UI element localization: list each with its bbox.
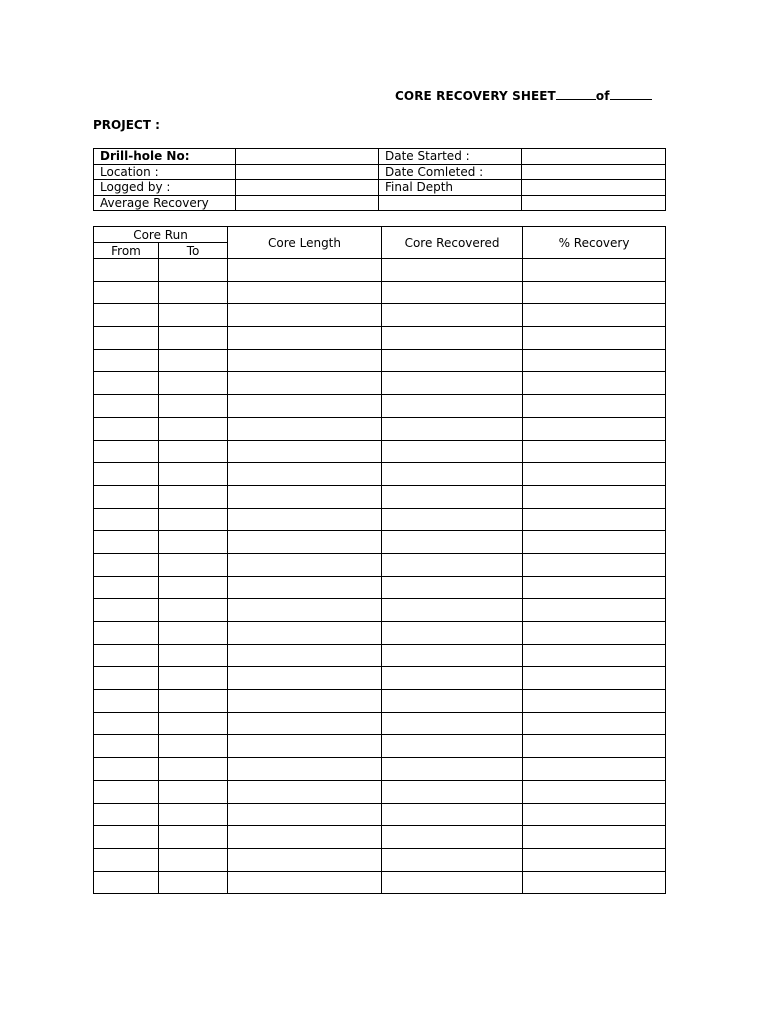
sheet-number-blank[interactable]	[556, 89, 596, 100]
header-row	[94, 227, 666, 243]
location-label: Location :	[94, 164, 236, 180]
core-length-cell[interactable]	[228, 259, 382, 282]
drill-hole-value[interactable]	[236, 149, 379, 165]
core-recovered-cell[interactable]	[382, 417, 523, 440]
core-recovered-cell[interactable]	[382, 871, 523, 894]
from-cell[interactable]	[94, 735, 159, 758]
table-row	[94, 440, 666, 463]
from-cell[interactable]	[94, 440, 159, 463]
core-recovered-cell[interactable]	[382, 826, 523, 849]
to-cell[interactable]	[159, 508, 228, 531]
core-recovered-cell[interactable]	[382, 599, 523, 622]
table-row	[94, 826, 666, 849]
core-recovered-cell[interactable]	[382, 349, 523, 372]
to-cell[interactable]	[159, 622, 228, 645]
core-recovered-cell[interactable]	[382, 553, 523, 576]
core-recovered-cell[interactable]	[382, 531, 523, 554]
percent-recovery-cell[interactable]	[523, 735, 666, 758]
table-row	[94, 622, 666, 645]
table-row	[94, 395, 666, 418]
core-length-cell[interactable]	[228, 531, 382, 554]
to-cell[interactable]	[159, 553, 228, 576]
from-cell[interactable]	[94, 485, 159, 508]
core-recovery-table	[93, 226, 666, 894]
from-cell[interactable]	[94, 576, 159, 599]
to-cell[interactable]	[159, 576, 228, 599]
table-row	[94, 871, 666, 894]
from-cell[interactable]	[94, 848, 159, 871]
to-cell[interactable]	[159, 531, 228, 554]
core-recovered-cell[interactable]	[382, 712, 523, 735]
percent-recovery-cell[interactable]	[523, 690, 666, 713]
to-cell[interactable]	[159, 780, 228, 803]
sheet-of-text: of	[595, 89, 610, 103]
core-recovered-cell[interactable]	[382, 372, 523, 395]
from-cell[interactable]	[94, 372, 159, 395]
table-row	[94, 508, 666, 531]
core-length-cell[interactable]	[228, 281, 382, 304]
core-length-cell[interactable]	[228, 599, 382, 622]
to-cell[interactable]	[159, 803, 228, 826]
percent-recovery-cell[interactable]	[523, 395, 666, 418]
core-recovered-cell[interactable]	[382, 485, 523, 508]
from-cell[interactable]	[94, 644, 159, 667]
from-cell[interactable]	[94, 553, 159, 576]
info-empty-cell[interactable]	[522, 195, 666, 211]
to-cell[interactable]	[159, 667, 228, 690]
core-recovery-body	[94, 259, 666, 894]
date-completed-label: Date Comleted :	[379, 164, 522, 180]
to-cell[interactable]	[159, 644, 228, 667]
table-row	[94, 281, 666, 304]
table-row	[94, 531, 666, 554]
core-length-cell[interactable]	[228, 690, 382, 713]
table-row	[94, 259, 666, 282]
percent-recovery-cell[interactable]	[523, 372, 666, 395]
table-row	[94, 735, 666, 758]
percent-recovery-cell[interactable]	[523, 780, 666, 803]
table-row	[94, 712, 666, 735]
core-length-cell[interactable]	[228, 553, 382, 576]
core-length-cell[interactable]	[228, 417, 382, 440]
core-length-cell[interactable]	[228, 622, 382, 645]
from-header: From	[94, 243, 159, 259]
percent-recovery-cell[interactable]	[523, 622, 666, 645]
percent-recovery-cell[interactable]	[523, 758, 666, 781]
from-cell[interactable]	[94, 395, 159, 418]
sheet-title-text: CORE RECOVERY SHEET	[395, 89, 556, 103]
percent-recovery-cell[interactable]	[523, 803, 666, 826]
percent-recovery-cell[interactable]	[523, 463, 666, 486]
core-run-header: Core Run	[94, 227, 228, 243]
percent-recovery-cell[interactable]	[523, 553, 666, 576]
core-recovered-cell[interactable]	[382, 780, 523, 803]
to-cell[interactable]	[159, 485, 228, 508]
core-length-cell[interactable]	[228, 395, 382, 418]
core-recovered-cell[interactable]	[382, 508, 523, 531]
percent-recovery-cell[interactable]	[523, 259, 666, 282]
to-cell[interactable]	[159, 395, 228, 418]
core-recovered-cell[interactable]	[382, 803, 523, 826]
core-length-cell[interactable]	[228, 826, 382, 849]
to-cell[interactable]	[159, 281, 228, 304]
to-cell[interactable]	[159, 690, 228, 713]
from-cell[interactable]	[94, 281, 159, 304]
percent-recovery-cell[interactable]	[523, 712, 666, 735]
core-recovered-cell[interactable]	[382, 327, 523, 350]
table-row	[94, 576, 666, 599]
percent-recovery-cell[interactable]	[523, 531, 666, 554]
core-length-cell[interactable]	[228, 576, 382, 599]
from-cell[interactable]	[94, 259, 159, 282]
core-length-cell[interactable]	[228, 803, 382, 826]
core-recovered-cell[interactable]	[382, 304, 523, 327]
to-header: To	[159, 243, 228, 259]
to-cell[interactable]	[159, 372, 228, 395]
average-recovery-label: Average Recovery	[94, 195, 236, 211]
percent-recovery-cell[interactable]	[523, 327, 666, 350]
percent-recovery-cell[interactable]	[523, 485, 666, 508]
table-row	[94, 463, 666, 486]
core-length-cell[interactable]	[228, 848, 382, 871]
info-row	[94, 195, 666, 211]
core-recovered-cell[interactable]	[382, 622, 523, 645]
percent-recovery-cell[interactable]	[523, 871, 666, 894]
table-row	[94, 327, 666, 350]
sheet-title	[395, 89, 652, 103]
to-cell[interactable]	[159, 735, 228, 758]
percent-recovery-cell[interactable]	[523, 304, 666, 327]
core-recovered-cell[interactable]	[382, 576, 523, 599]
location-value[interactable]	[236, 164, 379, 180]
core-recovered-cell[interactable]	[382, 281, 523, 304]
from-cell[interactable]	[94, 327, 159, 350]
final-depth-label: Final Depth	[379, 180, 522, 196]
core-length-cell[interactable]	[228, 372, 382, 395]
logged-by-label: Logged by :	[94, 180, 236, 196]
to-cell[interactable]	[159, 417, 228, 440]
percent-recovery-cell[interactable]	[523, 848, 666, 871]
core-length-cell[interactable]	[228, 735, 382, 758]
from-cell[interactable]	[94, 531, 159, 554]
to-cell[interactable]	[159, 712, 228, 735]
core-length-cell[interactable]	[228, 327, 382, 350]
percent-recovery-cell[interactable]	[523, 440, 666, 463]
sheet-total-blank[interactable]	[610, 89, 652, 100]
percent-recovery-cell[interactable]	[523, 667, 666, 690]
to-cell[interactable]	[159, 327, 228, 350]
core-recovered-cell[interactable]	[382, 758, 523, 781]
date-started-value[interactable]	[522, 149, 666, 165]
percent-recovery-header: % Recovery	[523, 227, 666, 259]
table-row	[94, 848, 666, 871]
table-row	[94, 304, 666, 327]
date-started-label: Date Started :	[379, 149, 522, 165]
core-recovered-cell[interactable]	[382, 667, 523, 690]
table-row	[94, 599, 666, 622]
drillhole-info-table	[93, 148, 666, 211]
core-length-cell[interactable]	[228, 349, 382, 372]
percent-recovery-cell[interactable]	[523, 644, 666, 667]
from-cell[interactable]	[94, 304, 159, 327]
to-cell[interactable]	[159, 758, 228, 781]
info-row	[94, 149, 666, 165]
core-length-cell[interactable]	[228, 780, 382, 803]
final-depth-value[interactable]	[522, 180, 666, 196]
core-length-cell[interactable]	[228, 667, 382, 690]
table-row	[94, 667, 666, 690]
core-length-cell[interactable]	[228, 712, 382, 735]
percent-recovery-cell[interactable]	[523, 508, 666, 531]
from-cell[interactable]	[94, 599, 159, 622]
to-cell[interactable]	[159, 304, 228, 327]
from-cell[interactable]	[94, 758, 159, 781]
core-length-cell[interactable]	[228, 758, 382, 781]
percent-recovery-cell[interactable]	[523, 349, 666, 372]
core-recovered-cell[interactable]	[382, 848, 523, 871]
from-cell[interactable]	[94, 712, 159, 735]
table-row	[94, 372, 666, 395]
to-cell[interactable]	[159, 259, 228, 282]
info-empty-cell[interactable]	[379, 195, 522, 211]
drill-hole-label: Drill-hole No:	[94, 149, 236, 165]
table-row	[94, 780, 666, 803]
percent-recovery-cell[interactable]	[523, 599, 666, 622]
to-cell[interactable]	[159, 440, 228, 463]
to-cell[interactable]	[159, 463, 228, 486]
core-recovered-cell[interactable]	[382, 644, 523, 667]
to-cell[interactable]	[159, 349, 228, 372]
from-cell[interactable]	[94, 622, 159, 645]
table-row	[94, 417, 666, 440]
to-cell[interactable]	[159, 871, 228, 894]
from-cell[interactable]	[94, 803, 159, 826]
core-recovered-cell[interactable]	[382, 735, 523, 758]
date-completed-value[interactable]	[522, 164, 666, 180]
percent-recovery-cell[interactable]	[523, 826, 666, 849]
table-row	[94, 553, 666, 576]
project-label: PROJECT :	[93, 118, 160, 132]
from-cell[interactable]	[94, 417, 159, 440]
core-length-cell[interactable]	[228, 463, 382, 486]
percent-recovery-cell[interactable]	[523, 576, 666, 599]
to-cell[interactable]	[159, 826, 228, 849]
core-recovered-cell[interactable]	[382, 259, 523, 282]
from-cell[interactable]	[94, 690, 159, 713]
percent-recovery-cell[interactable]	[523, 281, 666, 304]
from-cell[interactable]	[94, 463, 159, 486]
info-row	[94, 164, 666, 180]
from-cell[interactable]	[94, 667, 159, 690]
to-cell[interactable]	[159, 848, 228, 871]
core-length-header: Core Length	[228, 227, 382, 259]
table-row	[94, 803, 666, 826]
table-row	[94, 758, 666, 781]
table-row	[94, 485, 666, 508]
to-cell[interactable]	[159, 599, 228, 622]
from-cell[interactable]	[94, 349, 159, 372]
percent-recovery-cell[interactable]	[523, 417, 666, 440]
info-row	[94, 180, 666, 196]
core-length-cell[interactable]	[228, 508, 382, 531]
table-row	[94, 690, 666, 713]
from-cell[interactable]	[94, 826, 159, 849]
core-length-cell[interactable]	[228, 644, 382, 667]
core-length-cell[interactable]	[228, 871, 382, 894]
core-recovered-cell[interactable]	[382, 395, 523, 418]
table-row	[94, 349, 666, 372]
average-recovery-value[interactable]	[236, 195, 379, 211]
core-recovered-header: Core Recovered	[382, 227, 523, 259]
from-cell[interactable]	[94, 871, 159, 894]
core-length-cell[interactable]	[228, 304, 382, 327]
table-row	[94, 644, 666, 667]
from-cell[interactable]	[94, 508, 159, 531]
core-recovered-cell[interactable]	[382, 463, 523, 486]
logged-by-value[interactable]	[236, 180, 379, 196]
core-length-cell[interactable]	[228, 485, 382, 508]
core-recovered-cell[interactable]	[382, 440, 523, 463]
core-length-cell[interactable]	[228, 440, 382, 463]
core-recovered-cell[interactable]	[382, 690, 523, 713]
from-cell[interactable]	[94, 780, 159, 803]
